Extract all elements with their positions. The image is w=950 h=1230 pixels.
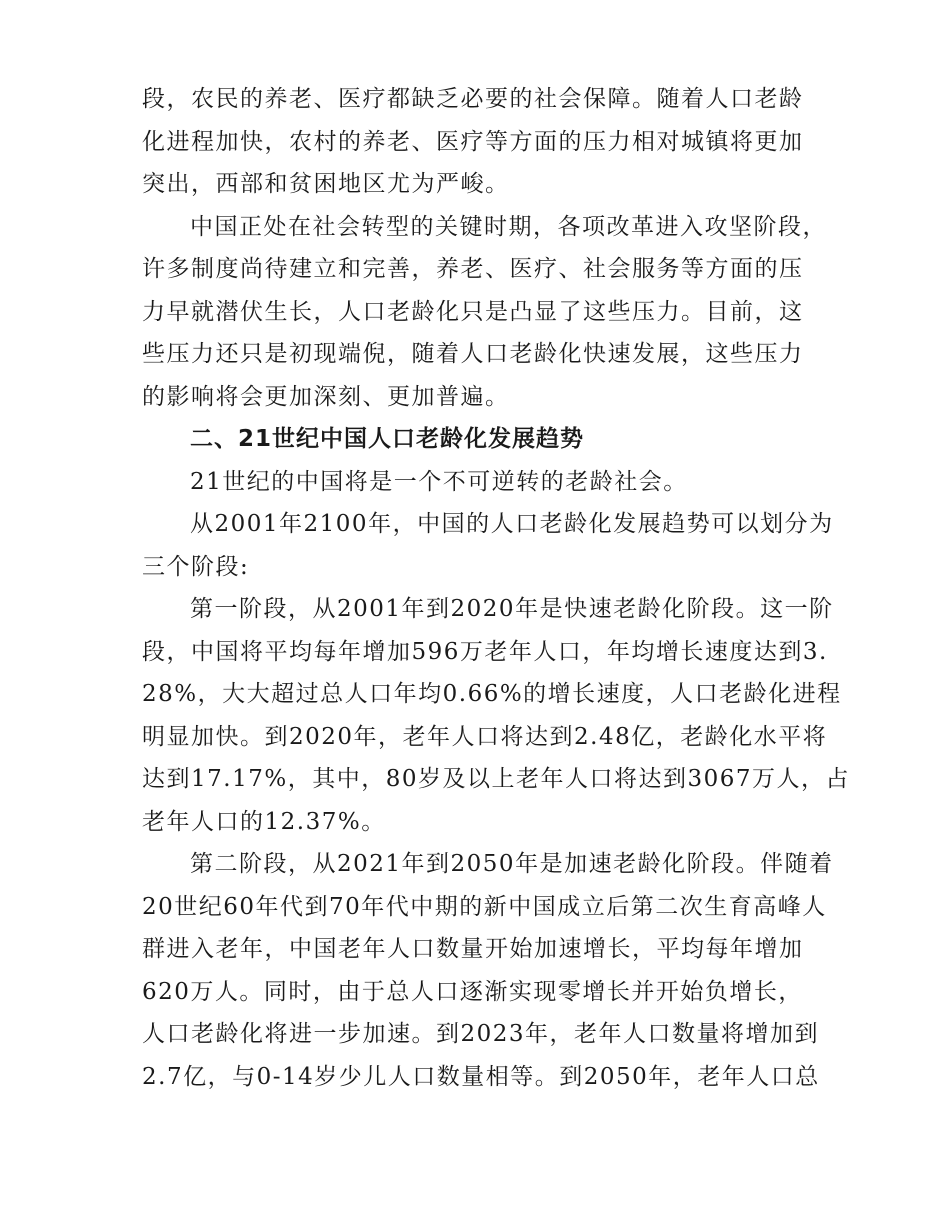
text-line: 突出，西部和贫困地区尤为严峻。 xyxy=(142,171,510,197)
text-line: 第一阶段，从2001年到2020年是快速老龄化阶段。这一阶 xyxy=(190,596,834,622)
text-line: 人口老龄化将进一步加速。到2023年，老年人口数量将增加到 xyxy=(142,1021,820,1047)
paragraph xyxy=(142,588,850,843)
paragraph xyxy=(142,843,834,1098)
text-line: 许多制度尚待建立和完善，养老、医疗、社会服务等方面的压 xyxy=(142,256,804,282)
text-line: 明显加快。到2020年，老年人口将达到2.48亿，老龄化水平将 xyxy=(142,723,828,750)
paragraph xyxy=(142,78,822,206)
text-line: 二、21世纪中国人口老龄化发展趋势 xyxy=(190,426,585,452)
text-line: 28%，大大超过总人口年均0.66%的增长速度，人口老龄化进程 xyxy=(142,681,842,707)
text-line: 620万人。同时，由于总人口逐渐实现零增长并开始负增长， xyxy=(142,978,803,1005)
paragraph xyxy=(142,206,827,419)
text-line: 段，农民的养老、医疗都缺乏必要的社会保障。随着人口老龄 xyxy=(142,86,804,112)
text-line: 力早就潜伏生长，人口老龄化只是凸显了这些压力。目前，这 xyxy=(142,298,804,325)
paragraph xyxy=(142,503,834,588)
text-line: 21世纪的中国将是一个不可逆转的老龄社会。 xyxy=(190,468,688,495)
text-line: 三个阶段: xyxy=(142,553,250,580)
text-line: 些压力还只是初现端倪，随着人口老龄化快速发展，这些压力 xyxy=(142,341,804,367)
text-line: 段，中国将平均每年增加596万老年人口，年均增长速度达到3. xyxy=(142,638,828,665)
text-line: 中国正处在社会转型的关键时期，各项改革进入攻坚阶段， xyxy=(190,213,827,240)
text-line: 从2001年2100年，中国的人口老龄化发展趋势可以划分为 xyxy=(190,511,834,537)
section-heading xyxy=(142,418,822,461)
text-line: 达到17.17%，其中，80岁及以上老年人口将达到3067万人，占 xyxy=(142,766,850,792)
paragraph xyxy=(142,461,822,504)
text-line: 老年人口的12.37%。 xyxy=(142,808,386,835)
text-line: 的影响将会更加深刻、更加普遍。 xyxy=(142,383,510,410)
text-line: 2.7亿，与0-14岁少儿人口数量相等。到2050年，老年人口总 xyxy=(142,1063,820,1090)
document-body xyxy=(142,78,850,1098)
text-line: 第二阶段，从2021年到2050年是加速老龄化阶段。伴随着 xyxy=(190,851,834,877)
text-line: 群进入老年，中国老年人口数量开始加速增长，平均每年增加 xyxy=(142,936,804,962)
text-line: 20世纪60年代到70年代中期的新中国成立后第二次生育高峰人 xyxy=(142,893,827,920)
text-line: 化进程加快，农村的养老、医疗等方面的压力相对城镇将更加 xyxy=(142,128,804,155)
